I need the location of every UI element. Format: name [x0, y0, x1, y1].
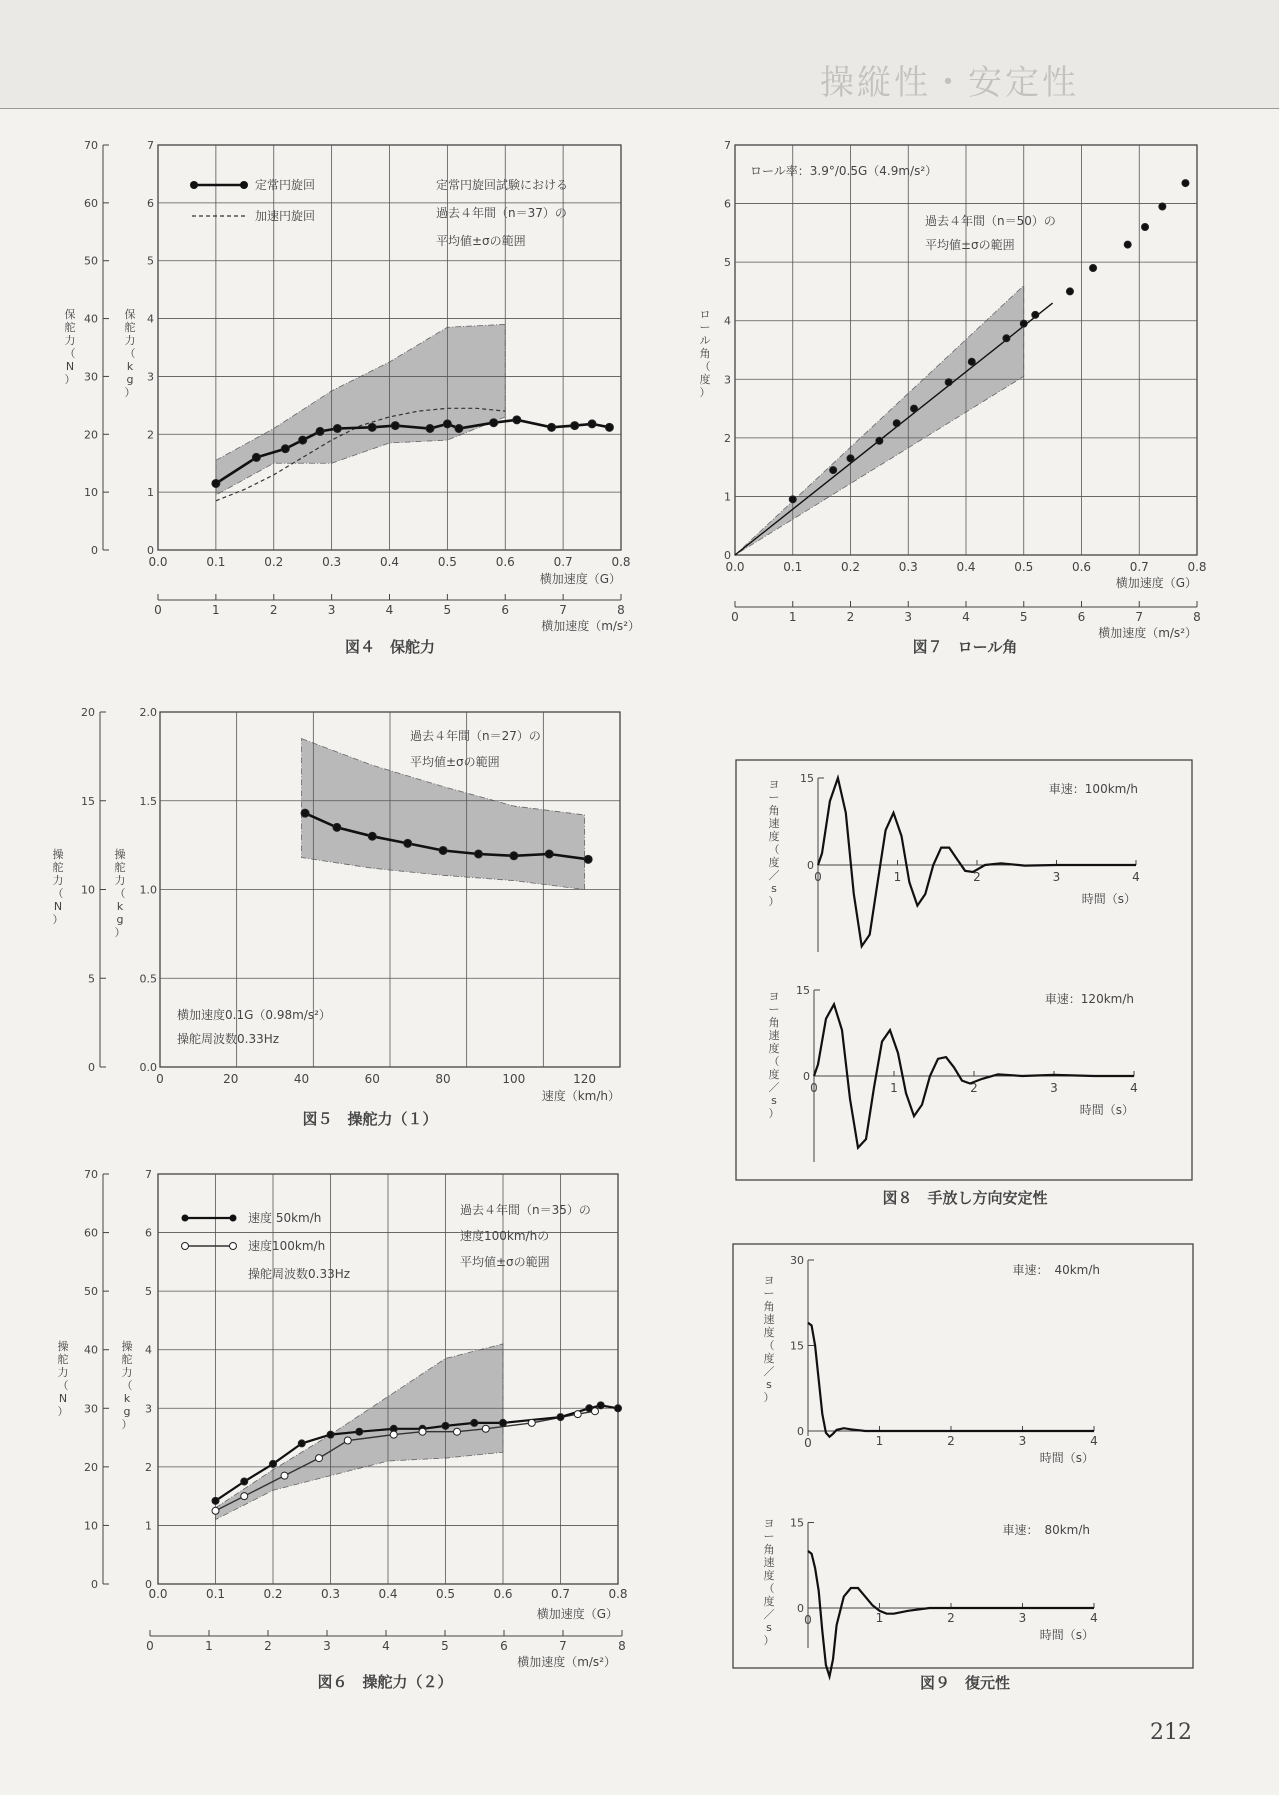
roll-point [893, 420, 900, 427]
steer-force-point [510, 852, 518, 860]
ms-tick-label: 3 [323, 1639, 331, 1653]
y-tick-n: 70 [84, 139, 98, 152]
x-tick-g: 0.2 [840, 560, 861, 574]
roll-point [876, 437, 883, 444]
y-tick-n: 5 [88, 972, 95, 986]
xlabel: 時間（s） [1079, 1103, 1134, 1117]
roll-point [968, 358, 975, 365]
fig9-caption: 図９ 復元性 [919, 1674, 1011, 1692]
ms-tick-label: 6 [1077, 610, 1086, 624]
fig6-caption: 図６ 操舵力（２） [317, 1673, 453, 1691]
steady-turn-point [513, 416, 521, 424]
ms-tick-label: 8 [618, 1639, 626, 1653]
speed50-point [615, 1405, 622, 1412]
x-tick: 0 [814, 870, 822, 884]
x-tick-g: 0.6 [495, 555, 515, 569]
steady-turn-point [299, 436, 307, 444]
x-tick: 2 [947, 1611, 955, 1625]
x-tick: 3 [1018, 1611, 1027, 1625]
ylabel: ヨー角速度（度／ s ） [768, 778, 780, 908]
x-tick: 1 [893, 870, 902, 884]
figure-9 [733, 1244, 1193, 1692]
legend-50-label: 速度 50km/h [248, 1211, 322, 1225]
roll-point [1003, 335, 1010, 342]
y-tick-n: 0 [91, 544, 98, 557]
ms-tick-label: 6 [500, 1639, 508, 1653]
y-tick-n: 10 [84, 1519, 98, 1533]
y-tick-n: 30 [84, 1402, 98, 1416]
x-tick: 20 [223, 1072, 239, 1086]
speed100-point [482, 1425, 489, 1432]
speed50-point [327, 1431, 334, 1438]
x-tick: 0 [810, 1081, 818, 1095]
x-tick-g: 0.4 [956, 560, 976, 574]
x-tick-g: 0.2 [264, 555, 284, 569]
steady-turn-point [455, 425, 463, 433]
y-tick-kg: 1 [145, 1519, 152, 1533]
page-number: 212 [1150, 1720, 1192, 1745]
y-tick-n: 40 [84, 1343, 98, 1357]
ms-tick-label: 0 [731, 610, 739, 624]
roll-point [945, 379, 952, 386]
y-tick-n: 50 [84, 254, 98, 268]
y-tick-kg: 3 [147, 370, 154, 384]
ylabel-kg: 操舵力（ k g ） [121, 1340, 133, 1431]
steady-turn-point [281, 445, 289, 453]
legend-freq-note: 操舵周波数0.33Hz [248, 1267, 351, 1281]
ylabel: ヨー角速度（度／ s ） [768, 990, 780, 1120]
x-tick-g: 0.4 [379, 555, 400, 569]
y-tick-n: 0 [88, 1061, 95, 1074]
ms-tick-label: 3 [904, 610, 913, 624]
y-tick-n: 15 [81, 794, 95, 808]
x-tick: 120 [573, 1072, 597, 1086]
steady-turn-point [490, 419, 498, 427]
fig5-note: 平均値±σの範囲 [410, 755, 500, 769]
ms-tick-label: 5 [1019, 610, 1028, 624]
speed100-point [419, 1428, 426, 1435]
y-tick: 6 [724, 197, 731, 211]
steady-turn-point [571, 422, 579, 430]
ylabel-n: 保舵力（ N ） [64, 308, 76, 386]
ylabel-kg: 操舵力（ k g ） [114, 848, 126, 939]
ms-axis-title: 横加速度（m/s²） [1098, 626, 1197, 640]
xlabel: 時間（s） [1039, 1451, 1094, 1465]
y-tick-n: 60 [84, 1226, 98, 1240]
y-tick-kg: 7 [147, 139, 154, 152]
x-tick-g: 0.5 [1014, 560, 1034, 574]
ms-tick-label: 2 [269, 603, 278, 617]
y-tick-kg: 6 [145, 1226, 152, 1240]
x-tick: 60 [364, 1072, 380, 1086]
speed100-point [592, 1408, 599, 1415]
legend-100-label: 速度100km/h [248, 1239, 326, 1253]
y-tick: 5 [724, 256, 731, 270]
ylabel-n: 操舵力（ N ） [52, 848, 64, 926]
roll-point [1020, 320, 1027, 327]
y-tick-n: 0 [91, 1578, 98, 1591]
steer-force-point [333, 823, 341, 831]
ms-tick-label: 6 [501, 603, 510, 617]
fig5-note: 過去４年間（n＝27）の [410, 729, 541, 743]
steer-force-point [474, 850, 482, 858]
speed50-point [212, 1497, 219, 1504]
x-tick-g: 0.4 [378, 1587, 398, 1601]
x-tick: 4 [1090, 1434, 1098, 1448]
y-tick: 1 [724, 490, 731, 504]
x-tick: 2 [970, 1081, 978, 1095]
legend-100-dot [230, 1243, 237, 1250]
x-tick-g: 0.0 [148, 1587, 168, 1601]
steer-force-point [404, 839, 412, 847]
x-tick: 3 [1018, 1434, 1027, 1448]
y-tick-n: 10 [81, 883, 95, 897]
y-tick: 15 [790, 1339, 804, 1353]
x-tick-g: 0.7 [553, 555, 573, 569]
x-tick-g: 0.5 [435, 1587, 456, 1601]
speed100-point [316, 1455, 323, 1462]
roll-point [789, 496, 796, 503]
x-tick-g: 0.3 [320, 1587, 341, 1601]
steady-turn-point [368, 423, 376, 431]
legend-steady-dot [240, 181, 248, 189]
fig7-note: 平均値±σの範囲 [925, 238, 1015, 252]
x-tick-g: 0.8 [608, 1587, 628, 1601]
fig4-note: 定常円旋回試験における [436, 178, 569, 192]
fig5-caption: 図５ 操舵力（１） [302, 1110, 438, 1128]
ms-tick-label: 1 [205, 1639, 213, 1653]
y-tick-n: 40 [84, 312, 98, 326]
ms-tick-label: 0 [146, 1639, 154, 1653]
xlabel: 時間（s） [1039, 1628, 1094, 1642]
steer-force-point [301, 809, 309, 817]
y-tick-n: 70 [84, 1168, 98, 1181]
steady-turn-point [588, 420, 596, 428]
steady-turn-point [316, 427, 324, 435]
speed50-point [557, 1414, 564, 1421]
x-tick-g: 0.2 [263, 1587, 283, 1601]
x-tick: 4 [1132, 870, 1140, 884]
ylabel: ヨー角速度（度／ s ） [763, 1274, 775, 1404]
x-tick: 0 [804, 1436, 812, 1450]
y-tick-kg: 0.0 [139, 1061, 157, 1074]
roll-point [1032, 311, 1039, 318]
speed100-point [390, 1431, 397, 1438]
y-tick: 7 [724, 139, 731, 152]
speed-label: 車速：120km/h [1044, 992, 1134, 1006]
roll-point [830, 467, 837, 474]
y-tick-kg: 1.5 [139, 794, 157, 808]
y-tick-kg: 0 [145, 1578, 152, 1591]
steer-force-point [584, 855, 592, 863]
x-tick-g: 0.3 [898, 560, 918, 574]
speed-label: 車速： 40km/h [1012, 1263, 1100, 1277]
speed100-point [528, 1419, 535, 1426]
ms-tick-label: 4 [385, 603, 394, 617]
sigma-band [735, 286, 1024, 555]
speed50-point [500, 1419, 507, 1426]
speed50-point [241, 1478, 248, 1485]
speed50-point [471, 1419, 478, 1426]
x-tick: 0 [804, 1613, 812, 1627]
ms-tick-label: 2 [846, 610, 855, 624]
xlabel-g: 横加速度（G） [539, 572, 621, 586]
fig7-note: 過去４年間（n＝50）の [925, 214, 1056, 228]
y-tick: 2 [724, 431, 731, 445]
ylabel-kg: 保舵力（ k g ） [124, 308, 136, 399]
steer-force-point [368, 832, 376, 840]
ms-axis-title: 横加速度（m/s²） [541, 619, 640, 633]
x-tick-g: 0.1 [206, 555, 226, 569]
figure-6 [58, 1168, 628, 1691]
steady-turn-point [212, 479, 220, 487]
y-tick-kg: 0 [147, 544, 154, 557]
ms-tick-label: 5 [441, 1639, 449, 1653]
x-tick: 4 [1130, 1081, 1138, 1095]
fig6-note: 速度100km/hの [460, 1229, 550, 1243]
xlabel: 速度（km/h） [541, 1089, 620, 1103]
ylabel: ヨー角速度（度／ s ） [763, 1517, 775, 1647]
y-tick-kg: 1.0 [139, 883, 157, 897]
roll-point [1159, 203, 1166, 210]
steady-turn-point [391, 422, 399, 430]
y-tick: 15 [796, 984, 810, 997]
roll-point [911, 405, 918, 412]
y-tick: 30 [790, 1254, 804, 1267]
x-tick: 40 [293, 1072, 310, 1086]
x-tick: 2 [973, 870, 981, 884]
fig5-cond: 横加速度0.1G（0.98m/s²） [177, 1008, 331, 1022]
ms-tick-label: 1 [212, 603, 220, 617]
y-tick-n: 20 [84, 428, 98, 442]
y-tick-n: 10 [84, 486, 98, 500]
x-tick: 1 [875, 1434, 884, 1448]
y-tick-kg: 4 [147, 312, 154, 326]
y-tick-n: 20 [84, 1460, 98, 1474]
steady-turn-point [252, 453, 260, 461]
ms-tick-label: 4 [382, 1639, 390, 1653]
ms-tick-label: 8 [617, 603, 625, 617]
roll-point [1066, 288, 1073, 295]
figure-8 [736, 760, 1192, 1207]
y-tick: 0 [803, 1070, 810, 1083]
x-tick-g: 0.7 [550, 1587, 571, 1601]
fig8-caption: 図８ 手放し方向安定性 [882, 1189, 1048, 1207]
y-tick: 15 [790, 1516, 804, 1530]
x-tick-g: 0.8 [1187, 560, 1207, 574]
y-tick-kg: 5 [147, 254, 154, 268]
y-tick-kg: 0.5 [139, 972, 157, 986]
fig4-note: 平均値±σの範囲 [436, 234, 526, 248]
x-tick-g: 0.3 [322, 555, 342, 569]
figure-5 [53, 706, 621, 1128]
x-tick-g: 0.6 [1071, 560, 1092, 574]
ms-tick-label: 2 [264, 1639, 272, 1653]
fig6-note: 平均値±σの範囲 [460, 1255, 550, 1269]
header-title: 操縦性・安定性 [820, 63, 1079, 103]
y-tick-kg: 2.0 [139, 706, 157, 719]
roll-rate-note: ロール率：3.9°/0.5G（4.9m/s²） [750, 164, 938, 178]
y-tick: 0 [797, 1425, 804, 1438]
y-tick-kg: 6 [147, 196, 154, 210]
x-tick-g: 0.0 [725, 560, 745, 574]
x-tick: 3 [1052, 870, 1061, 884]
steady-turn-point [548, 423, 556, 431]
ms-axis-title: 横加速度（m/s²） [517, 1655, 616, 1669]
steady-turn-point [426, 425, 434, 433]
roll-point [847, 455, 854, 462]
y-tick: 3 [724, 373, 731, 387]
x-tick: 2 [947, 1434, 955, 1448]
legend-100-dot [182, 1243, 189, 1250]
speed50-point [442, 1422, 449, 1429]
fig5-cond: 操舵周波数0.33Hz [177, 1032, 280, 1046]
speed100-point [212, 1507, 219, 1514]
x-tick: 80 [435, 1072, 451, 1086]
x-tick-g: 0.5 [437, 555, 457, 569]
ms-tick-label: 3 [327, 603, 336, 617]
figure-4 [65, 139, 641, 656]
speed-label: 車速：100km/h [1048, 782, 1138, 796]
x-tick: 100 [502, 1072, 526, 1086]
ms-tick-label: 0 [154, 603, 162, 617]
x-tick: 4 [1090, 1611, 1098, 1625]
y-tick-kg: 7 [145, 1168, 152, 1181]
steady-turn-point [333, 425, 341, 433]
steer-force-point [439, 846, 447, 854]
y-tick: 0 [807, 859, 814, 872]
speed100-point [454, 1428, 461, 1435]
ylabel-n: 操舵力（ N ） [57, 1340, 69, 1418]
speed100-point [241, 1493, 248, 1500]
ms-tick-label: 7 [559, 603, 567, 617]
speed100-point [574, 1411, 581, 1418]
x-tick: 0 [156, 1072, 164, 1086]
speed50-point [298, 1440, 305, 1447]
roll-point [1090, 265, 1097, 272]
y-tick-kg: 2 [145, 1460, 152, 1474]
ms-tick-label: 4 [962, 610, 970, 624]
xlabel: 時間（s） [1081, 892, 1136, 906]
ms-tick-label: 5 [443, 603, 452, 617]
speed50-point [356, 1428, 363, 1435]
yaw-rate-trace [808, 1323, 1094, 1437]
speed100-point [344, 1437, 351, 1444]
ms-tick-label: 7 [559, 1639, 567, 1653]
x-tick-g: 0.0 [148, 555, 168, 569]
x-tick: 3 [1050, 1081, 1058, 1095]
steady-turn-point [443, 420, 451, 428]
speed-label: 車速： 80km/h [1002, 1523, 1090, 1537]
roll-point [1124, 241, 1131, 248]
y-tick-kg: 5 [145, 1285, 152, 1299]
xlabel-g: 横加速度（G） [1115, 576, 1197, 590]
speed50-point [597, 1402, 604, 1409]
legend-accel-label: 加速円旋回 [255, 209, 316, 223]
x-tick: 1 [890, 1081, 898, 1095]
y-tick: 0 [797, 1602, 804, 1615]
steady-turn-point [605, 423, 613, 431]
ms-tick-label: 7 [1135, 610, 1144, 624]
speed100-point [281, 1472, 288, 1479]
fig4-caption: 図４ 保舵力 [344, 638, 436, 656]
y-tick-kg: 1 [147, 486, 154, 500]
ms-tick-label: 8 [1193, 610, 1201, 624]
figure-frame [736, 760, 1192, 1180]
y-tick: 0 [724, 549, 731, 562]
legend-50-dot [230, 1215, 237, 1222]
roll-point [1142, 224, 1149, 231]
x-tick-g: 0.1 [783, 560, 803, 574]
speed50-point [270, 1460, 277, 1467]
legend-50-dot [182, 1215, 189, 1222]
y-tick-n: 30 [84, 370, 98, 384]
steer-force-point [545, 850, 553, 858]
sigma-band [216, 324, 505, 495]
fig4-note: 過去４年間（n＝37）の [436, 206, 567, 220]
legend-steady-dot [190, 181, 198, 189]
xlabel-g: 横加速度（G） [536, 1607, 618, 1621]
x-tick-g: 0.8 [611, 555, 631, 569]
legend-steady-label: 定常円旋回 [255, 178, 316, 192]
ms-tick-label: 1 [788, 610, 797, 624]
y-tick-n: 20 [81, 706, 95, 719]
y-tick-n: 50 [84, 1285, 98, 1299]
fig6-note: 過去４年間（n＝35）の [460, 1203, 591, 1217]
figure-7 [700, 139, 1207, 656]
y-tick: 15 [800, 772, 814, 785]
roll-point [1182, 180, 1189, 187]
y-tick-n: 60 [84, 196, 98, 210]
y-tick: 4 [724, 314, 731, 328]
x-tick-g: 0.7 [1129, 560, 1149, 574]
y-tick-kg: 2 [147, 428, 154, 442]
ylabel: ロール角（度） [699, 308, 711, 399]
y-tick-kg: 3 [145, 1402, 152, 1416]
x-tick-g: 0.6 [493, 1587, 513, 1601]
fig7-caption: 図７ ロール角 [912, 638, 1018, 656]
y-tick-kg: 4 [145, 1343, 152, 1357]
x-tick: 1 [875, 1611, 884, 1625]
x-tick-g: 0.1 [205, 1587, 226, 1601]
